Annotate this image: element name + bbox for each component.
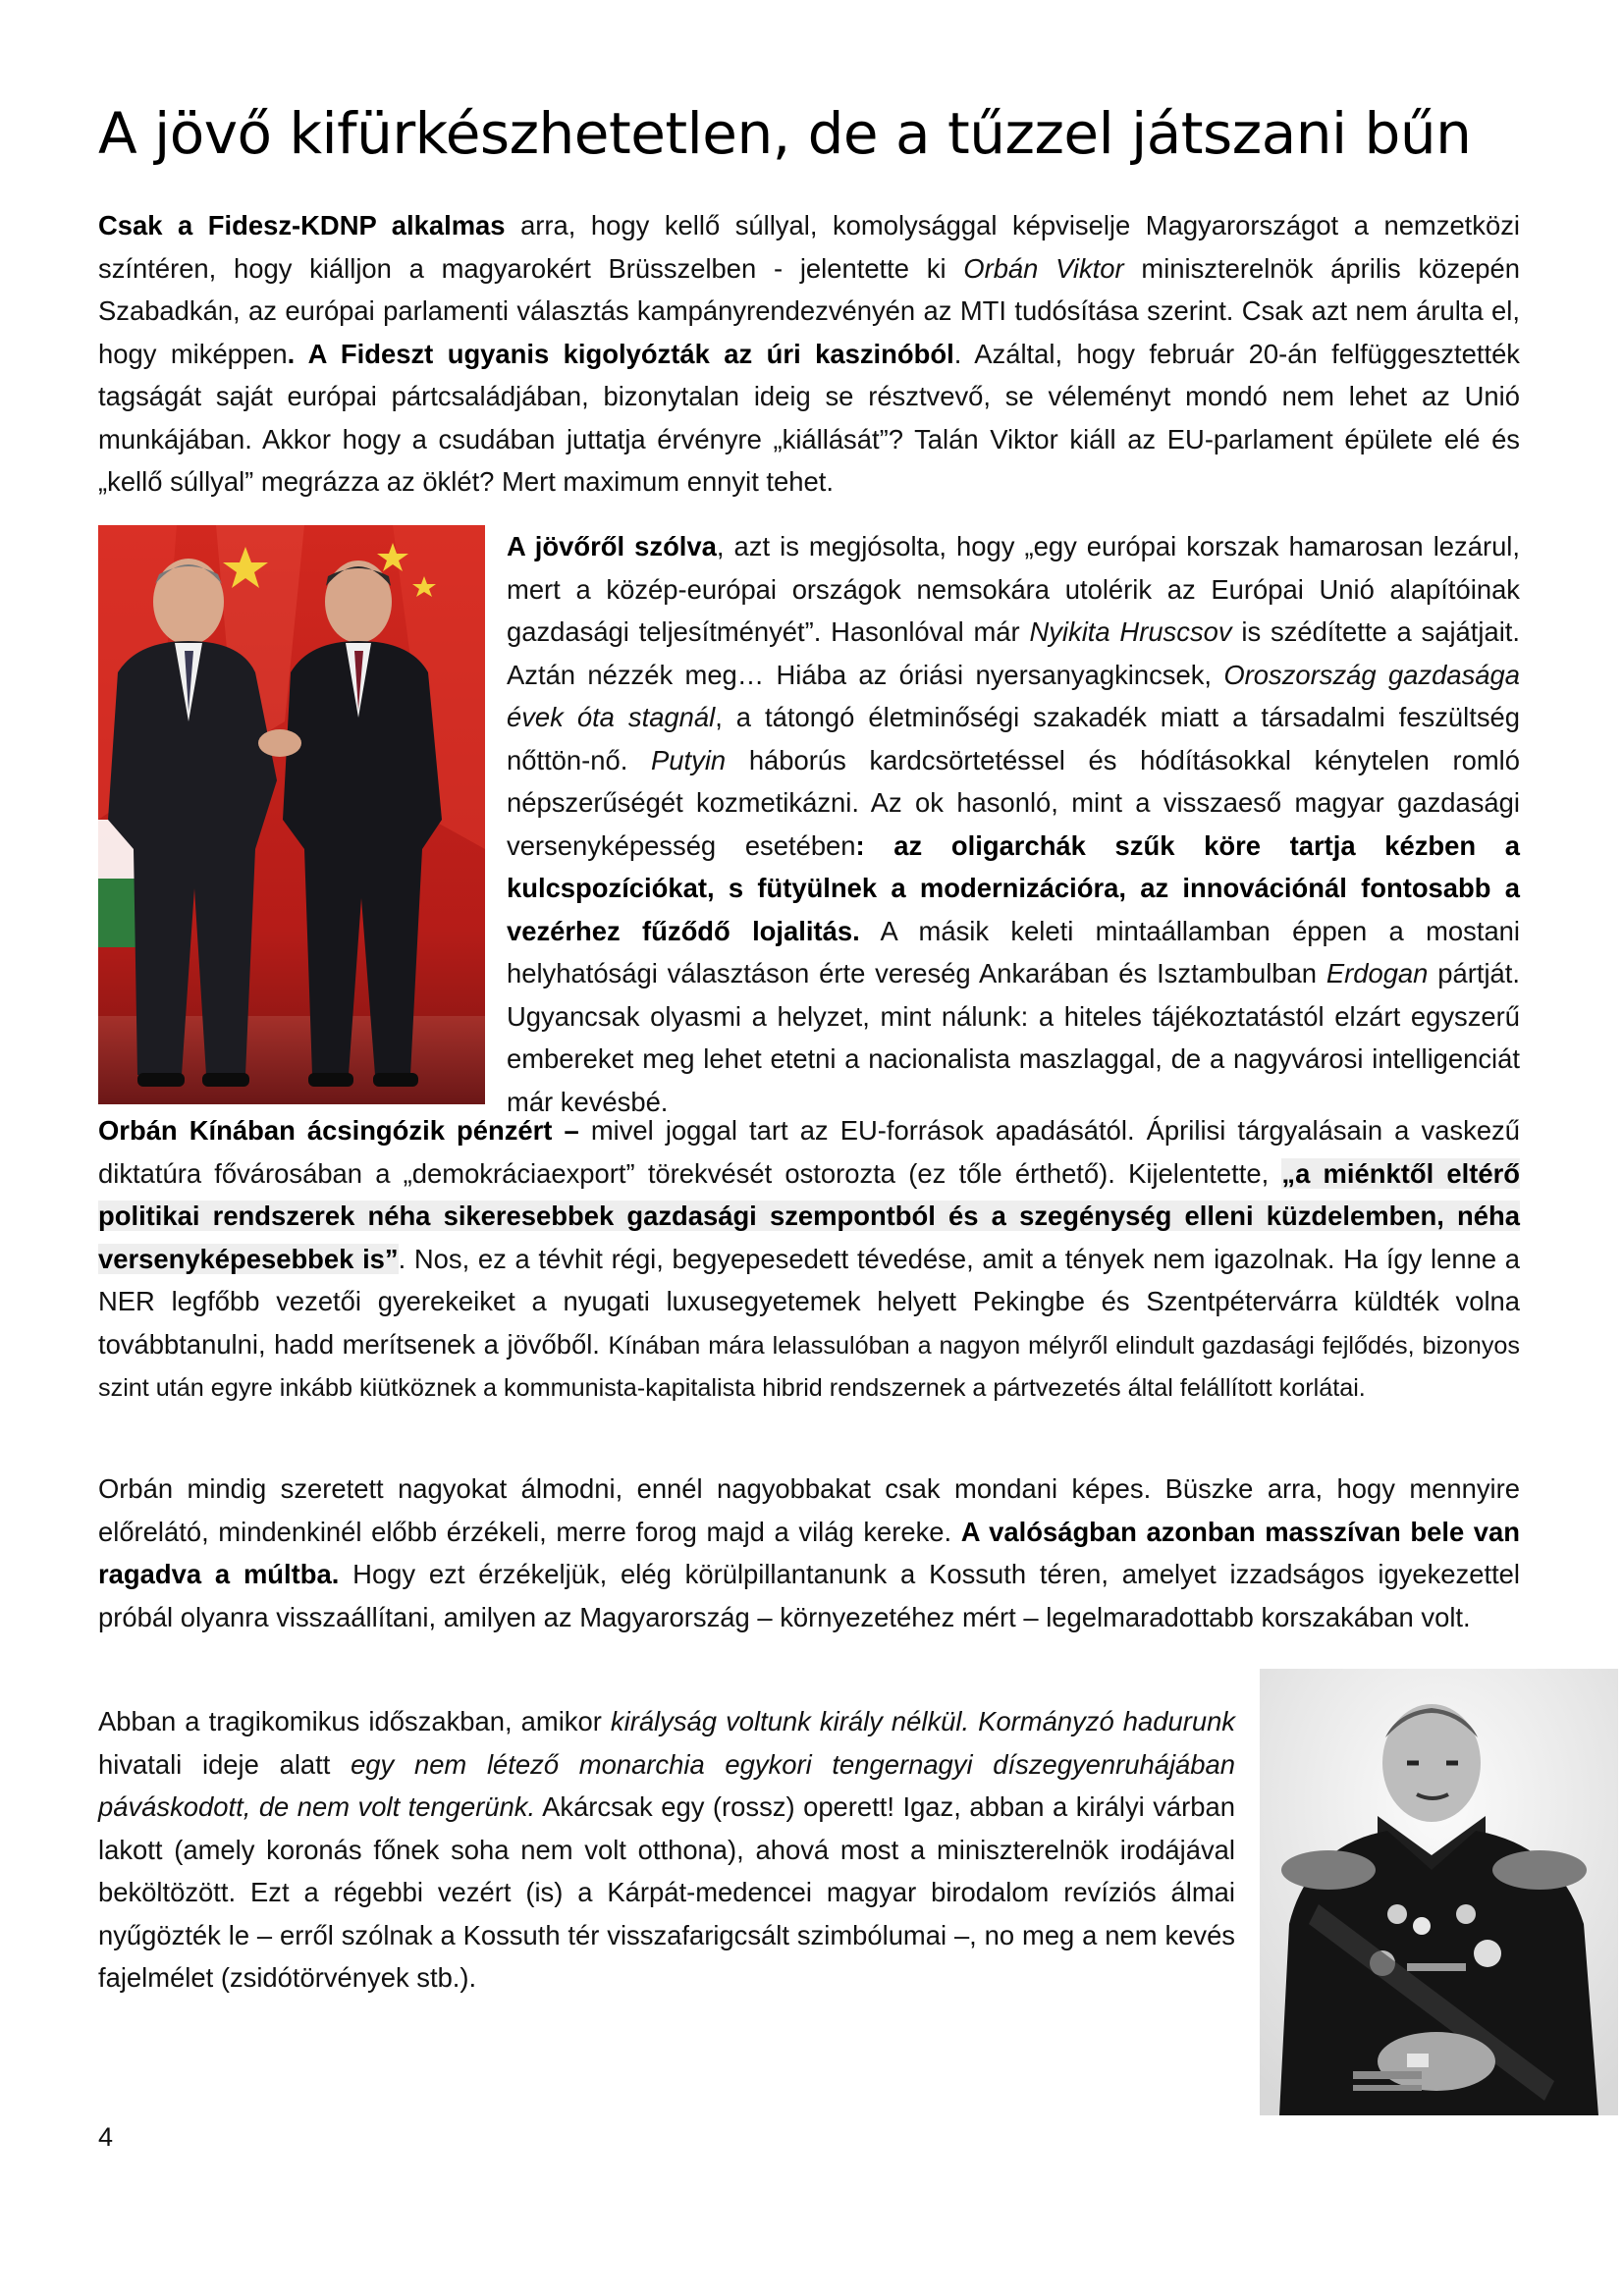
text-run: Hogy ezt érzékeljük, elég körülpillantanunk a Kossuth téren, amelyet izzadságos igyekezettel próbál olyanra visszaállítani, amilyen az Magyarország – környezetéhez mért – legelmaradottabb korszakában volt.	[98, 1559, 1521, 1632]
text-run: hivatali ideje alatt	[98, 1748, 352, 1780]
photo-handshake	[98, 525, 485, 1104]
text-run: Nyikita Hruscsov	[1029, 616, 1232, 647]
text-run: Orbán Kínában ácsingózik pénzért –	[98, 1115, 579, 1146]
paragraph-5	[98, 1700, 1235, 2000]
text-run: . Azáltal, hogy február 20-án felfüggesztették tagságát saját európai pártcsaládjában, bizonytalan ideig se résztvevő, se véleményt mondó nem lehet az Unió munkájában. Akkor hogy a csudában juttatja érvényre „kiállását”? Talán Viktor kiáll az EU-parlament épülete elé és „kellő súllyal” megrázza az öklét? Mert maximum ennyit tehet.	[98, 338, 1520, 497]
article-title: A jövő kifürkészhetetlen, de a tűzzel játszani bűn	[98, 100, 1472, 167]
page-number: 4	[98, 2122, 114, 2152]
text-run: , azt is megjósolta, hogy „egy európai korszak hamarosan lezárul, mert a közép-európai országok nemsokára utolérik az Európai Unió alapítóinak gazdasági teljesítményét”. Hasonlóval már	[507, 531, 1520, 647]
text-run: Orbán Viktor	[963, 252, 1124, 284]
text-run: Abban a tragikomikus időszakban, amikor	[98, 1706, 611, 1736]
paragraph-2	[507, 525, 1520, 1123]
paragraph-3	[98, 1109, 1520, 1409]
text-run: királyság voltunk király nélkül. Kormányzó hadurunk	[610, 1706, 1235, 1736]
paragraph-4	[98, 1468, 1520, 1638]
text-run: Erdogan	[1325, 958, 1429, 988]
text-run: Akárcsak egy (rossz) operett! Igaz, abban a királyi várban lakott (amely koronás főnek soha nem volt otthona), ahová most a miniszterelnök irodájával beköltözött. Ezt a régebbi vezért (is) a Kárpát-medencei magyar birodalom revíziós álmai nyűgözték le – erről szólnak a Kossuth tér visszafarigcsált szimbólumai –, no meg a nem kevés fajelmélet (zsidótörvények stb.).	[98, 1791, 1235, 1993]
text-run: mivel joggal tart az EU-források apadásától. Áprilisi tárgyalásain a vaskezű diktatúra fővárosában a „demokráciaexport” törekvését ostorozta (ez tőle érthető). Kijelentette,	[98, 1115, 1520, 1189]
text-run: egy nem létező monarchia egykori tengernagyi díszegyenruhájában páváskodott, de nem volt tengerünk.	[98, 1748, 1235, 1822]
paragraph-1	[98, 204, 1520, 504]
text-run: arra, hogy kellő súllyal, komolysággal képviselje Magyarországot a nemzetközi színtéren, hogy kiálljon a magyarokért Brüsszelben - jelentette ki	[98, 210, 1520, 284]
photo-admiral-portrait	[1260, 1669, 1618, 2115]
admiral-portrait-icon	[1260, 1669, 1618, 2115]
text-run: Oroszország gazdasága évek óta stagnál	[507, 659, 1520, 732]
text-run: : az oligarchák szűk köre tartja kézben a kulcspozíciókat, s fütyülnek a modernizációra, az innovációnál fontosabb a vezérhez fűződő lojalitás.	[507, 829, 1520, 946]
text-run: Orbán mindig szeretett nagyokat álmodni, ennél nagyobbakat csak mondani képes. Büszke arra, hogy mennyire előrelátó, mindenkinél előbb érzékeli, merre forog majd a világ kereke.	[98, 1473, 1520, 1547]
text-run: Kínában mára lelassulóban a nagyon mélyről elindult gazdasági fejlődés, bizonyos szint után egyre inkább kiütköznek a kommunista-kapitalista hibrid rendszernek a pártvezetés által felállított korlátai.	[98, 1331, 1521, 1402]
text-run: „a miénktől eltérő politikai rendszerek néha sikeresebbek gazdasági szempontból és a szegénység elleni küzdelemben, néha versenyképesebbek is”	[98, 1157, 1520, 1274]
text-run: miniszterelnök április közepén Szabadkán, az európai parlamenti választás kampányrendezvényén az MTI tudósítása szerint. Csak azt nem árulta el, hogy miképpen	[98, 252, 1521, 369]
text-run: pártját. Ugyancsak olyasmi a helyzet, mint nálunk: a hiteles tájékoztatástól elzárt egyszerű embereket meg lehet etetni a nacionalista maszlaggal, de a nagyvárosi intelligenciát már kevésbé.	[507, 958, 1520, 1117]
handshake-photo-icon	[98, 525, 485, 1104]
text-run: A jövőről szólva	[507, 531, 717, 561]
text-run: Csak a Fidesz-KDNP alkalmas	[98, 210, 506, 240]
text-run: A valóságban azonban masszívan bele van ragadva a múltba.	[98, 1516, 1520, 1589]
text-run: . A Fideszt ugyanis kigolyózták az úri kaszinóból	[287, 338, 954, 369]
text-run: háborús kardcsörtetéssel és hódításokkal kénytelen romló népszerűségét kozmetikázni. Az ok hasonló, mint a visszaeső magyar gazdasági versenyképesség esetében	[507, 744, 1520, 861]
text-run: . Nos, ez a tévhit régi, begyepesedett tévedése, amit a tények nem igazolnak. Ha így lenne a NER legfőbb vezetői gyerekeiket a nyugati luxusegyetemek helyett Pekingbe és Szentpétervárra küldték volna továbbtanulni, hadd merítsenek a jövőből.	[98, 1243, 1520, 1360]
text-run: is szédítette a sajátjait. Aztán nézzék meg… Hiába az óriási nyersanyagkincsek,	[507, 616, 1520, 690]
text-run: , a tátongó életminőségi szakadék miatt a társadalmi feszültség nőttön-nő.	[507, 702, 1520, 775]
text-run: A másik keleti mintaállamban éppen a mostani helyhatósági választáson érte vereség Ankarában és Isztambulban	[507, 915, 1520, 988]
text-run: Putyin	[651, 744, 727, 775]
